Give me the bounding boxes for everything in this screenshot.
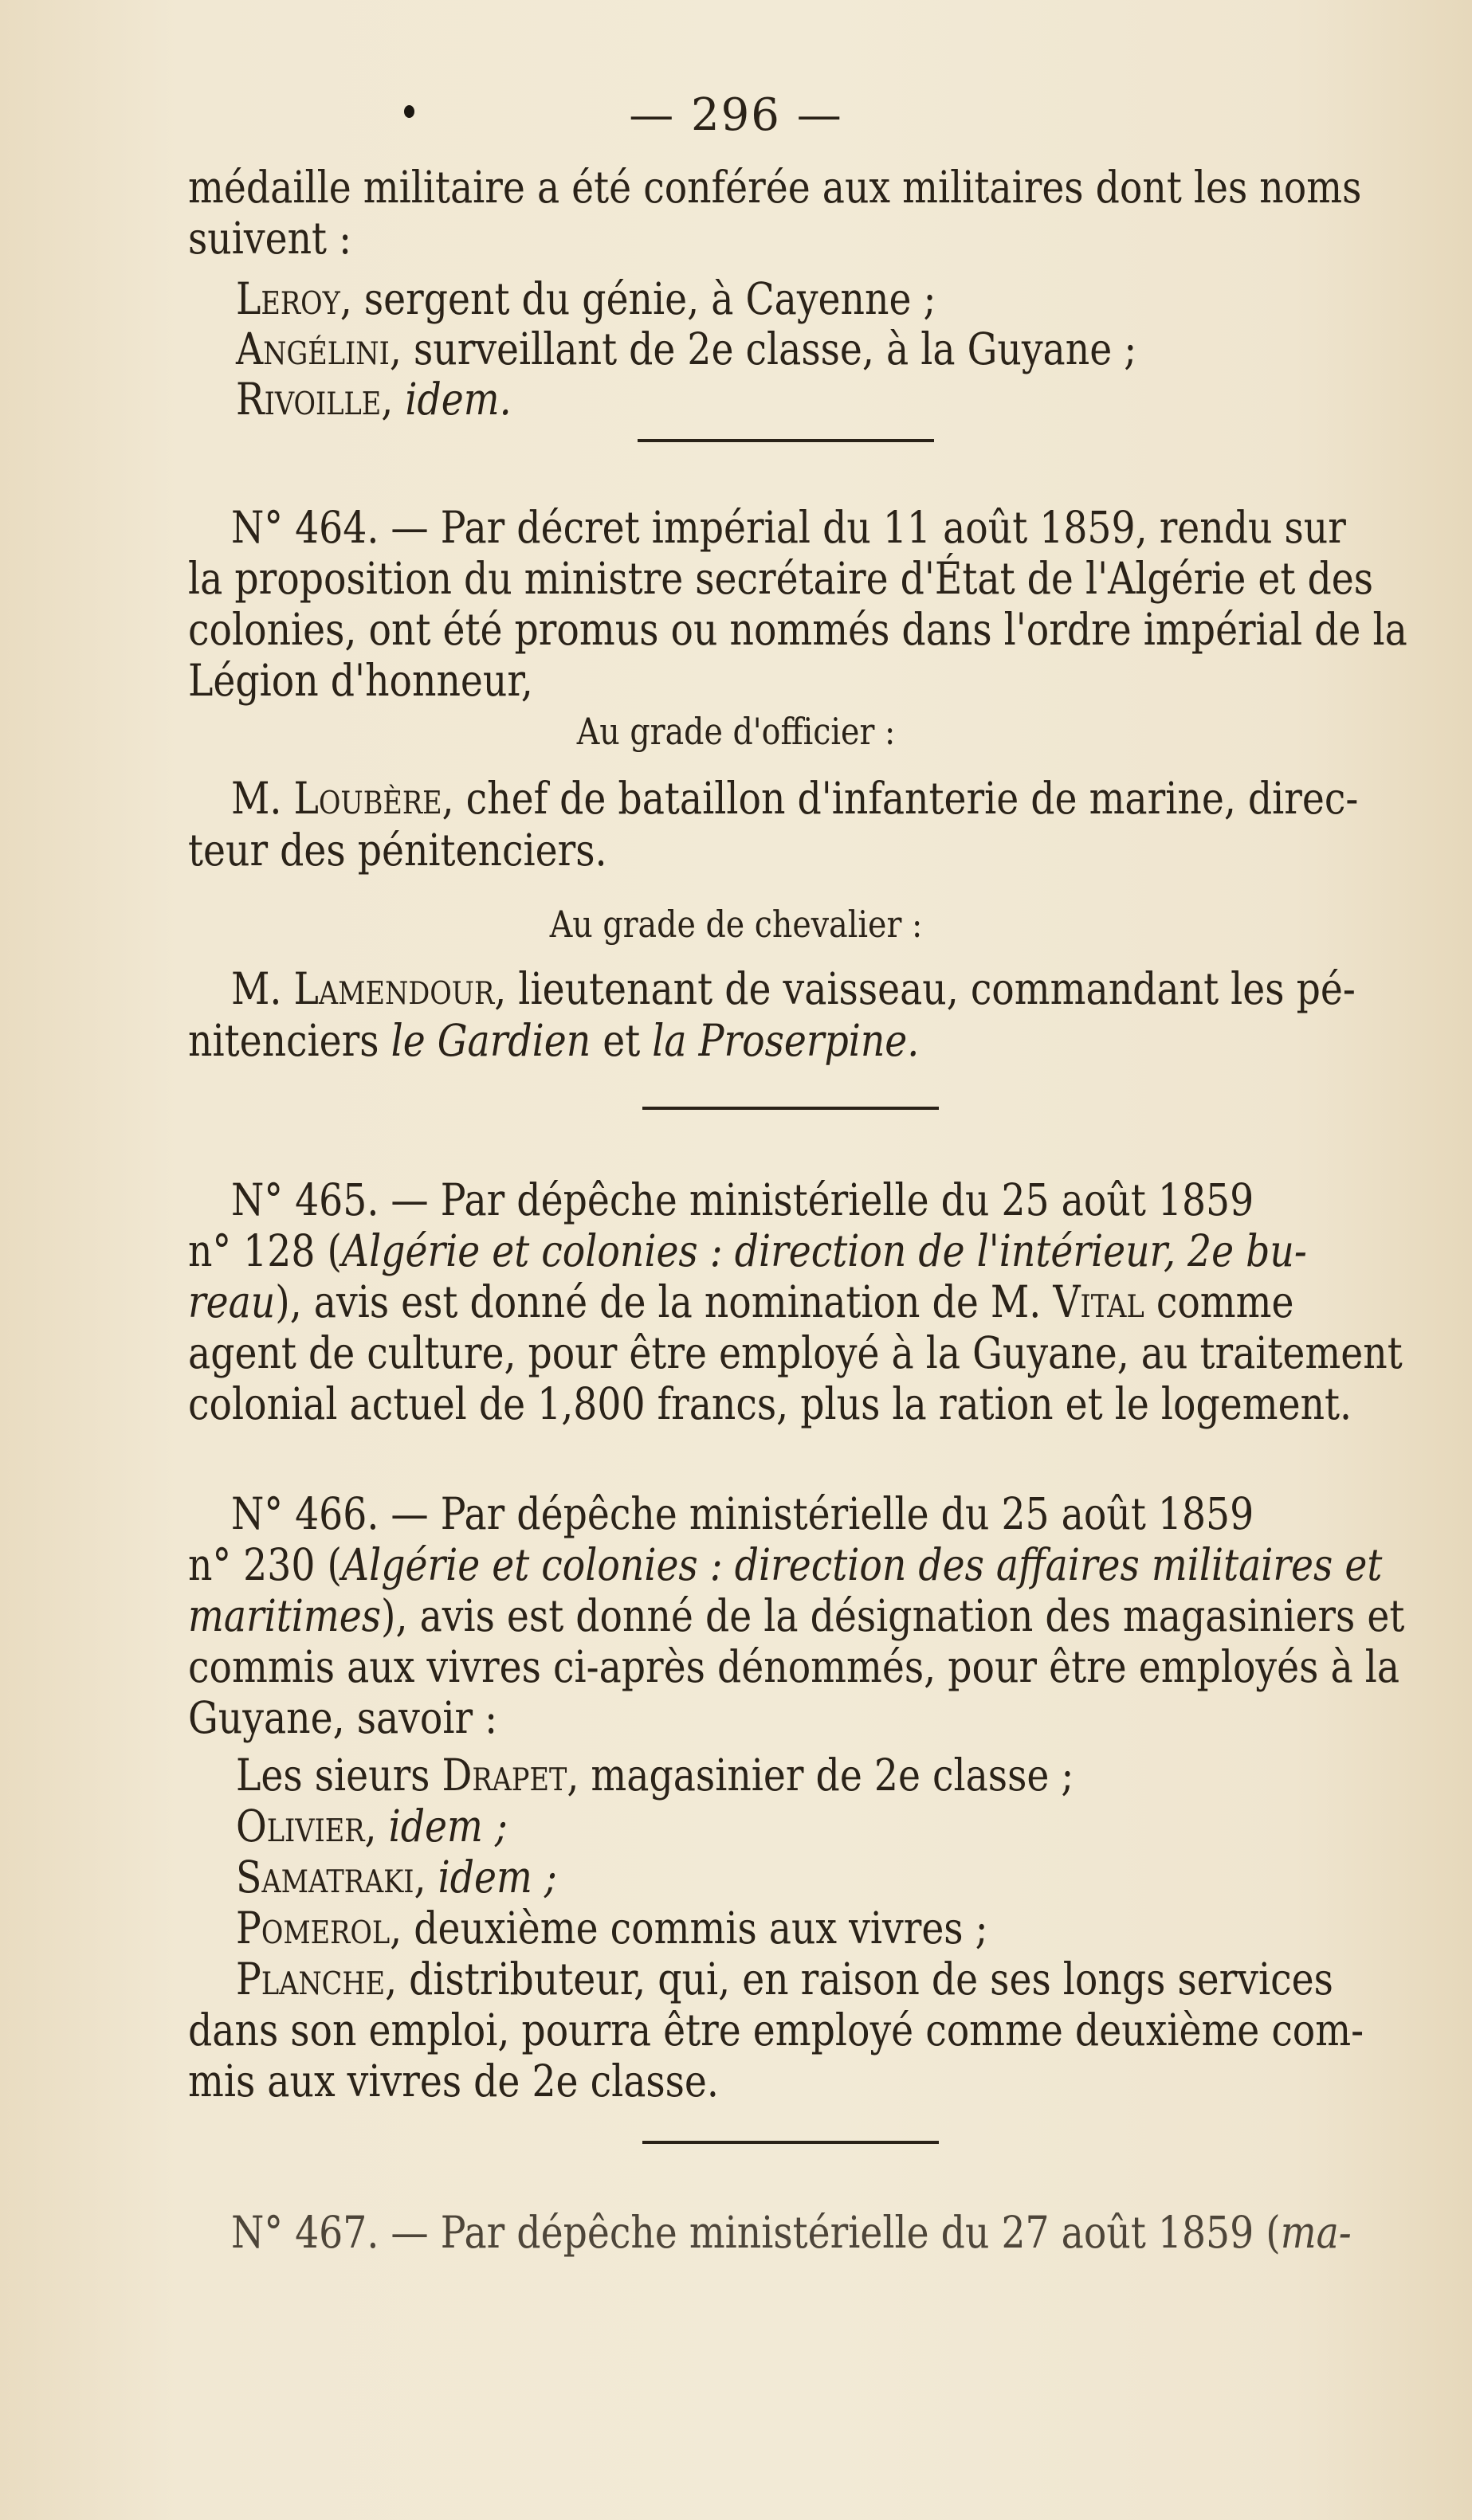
subheading: Au grade d'officier : <box>576 710 896 753</box>
text-line: colonial actuel de 1,800 francs, plus la ration et le logement. <box>188 1378 1352 1429</box>
person-name: Samatraki <box>236 1852 414 1903</box>
text-line: M. Lamendour, lieutenant de vaisseau, commandant les pé- <box>231 963 1356 1014</box>
text-line: nitenciers le Gardien et la Proserpine. <box>188 1015 920 1066</box>
text-line: reau), avis est donné de la nomination de M. Vital comme <box>188 1276 1294 1327</box>
person-name: Pomerol <box>236 1903 391 1954</box>
ship-name: le Gardien <box>391 1015 591 1066</box>
list-item: Pomerol, deuxième commis aux vivres ; <box>236 1903 988 1954</box>
text-line: suivent : <box>188 213 352 264</box>
text-line: Légion d'honneur, <box>188 655 533 706</box>
text-line: Guyane, savoir : <box>188 1692 498 1743</box>
text-line: M. Loubère, chef de bataillon d'infanterie de marine, direc- <box>231 773 1359 824</box>
text-line: teur des pénitenciers. <box>188 825 607 876</box>
ship-name: la Proserpine. <box>652 1015 920 1066</box>
text-line: N° 467. — Par dépêche ministérielle du 27 août 1859 (ma- <box>231 2207 1352 2258</box>
text-line: médaille militaire a été conférée aux militaires dont les noms <box>188 162 1362 213</box>
person-name: Olivier <box>236 1801 365 1852</box>
person-name: Leroy <box>236 273 340 324</box>
text-line: la proposition du ministre secrétaire d'État de l'Algérie et des <box>188 553 1373 604</box>
list-item: Rivoille, idem. <box>236 374 512 425</box>
text-line: colonies, ont été promus ou nommés dans l'ordre impérial de la <box>188 604 1407 655</box>
list-item: Samatraki, idem ; <box>236 1852 557 1903</box>
person-name: Drapet <box>442 1750 567 1801</box>
text-line: N° 465. — Par dépêche ministérielle du 25 août 1859 <box>231 1174 1254 1225</box>
person-name: Planche <box>236 1954 386 2005</box>
list-item: Olivier, idem ; <box>236 1801 508 1852</box>
person-name: Angélini <box>236 323 390 374</box>
text-line: dans son emploi, pourra être employé comme deuxième com- <box>188 2005 1364 2056</box>
section-divider <box>638 439 934 442</box>
person-name: Lamendour <box>293 963 495 1014</box>
text-line: N° 464. — Par décret impérial du 11 août 1859, rendu sur <box>231 502 1346 553</box>
person-name: Loubère <box>293 773 442 824</box>
text-line: mis aux vivres de 2e classe. <box>188 2056 719 2107</box>
page-number: — 296 — <box>629 89 843 141</box>
text-line: n° 128 (Algérie et colonies : direction de l'intérieur, 2e bu- <box>188 1225 1307 1276</box>
section-divider <box>642 1107 939 1110</box>
text-line: agent de culture, pour être employé à la Guyane, au traitement <box>188 1327 1403 1378</box>
person-name: Rivoille <box>236 374 382 425</box>
list-item: Angélini, surveillant de 2e classe, à la Guyane ; <box>236 323 1137 374</box>
subheading: Au grade de chevalier : <box>549 903 923 946</box>
text-line: commis aux vivres ci-après dénommés, pour être employés à la <box>188 1641 1400 1692</box>
section-divider <box>642 2141 939 2144</box>
list-item: Les sieurs Drapet, magasinier de 2e classe ; <box>236 1750 1074 1801</box>
text-line: n° 230 (Algérie et colonies : direction des affaires militaires et <box>188 1539 1383 1590</box>
text-line: N° 466. — Par dépêche ministérielle du 25 août 1859 <box>231 1488 1254 1539</box>
list-item: Leroy, sergent du génie, à Cayenne ; <box>236 273 936 324</box>
list-item: Planche, distributeur, qui, en raison de ses longs services <box>236 1954 1333 2005</box>
person-name: Vital <box>1053 1276 1144 1327</box>
text-line: maritimes), avis est donné de la désignation des magasiniers et <box>188 1590 1405 1641</box>
